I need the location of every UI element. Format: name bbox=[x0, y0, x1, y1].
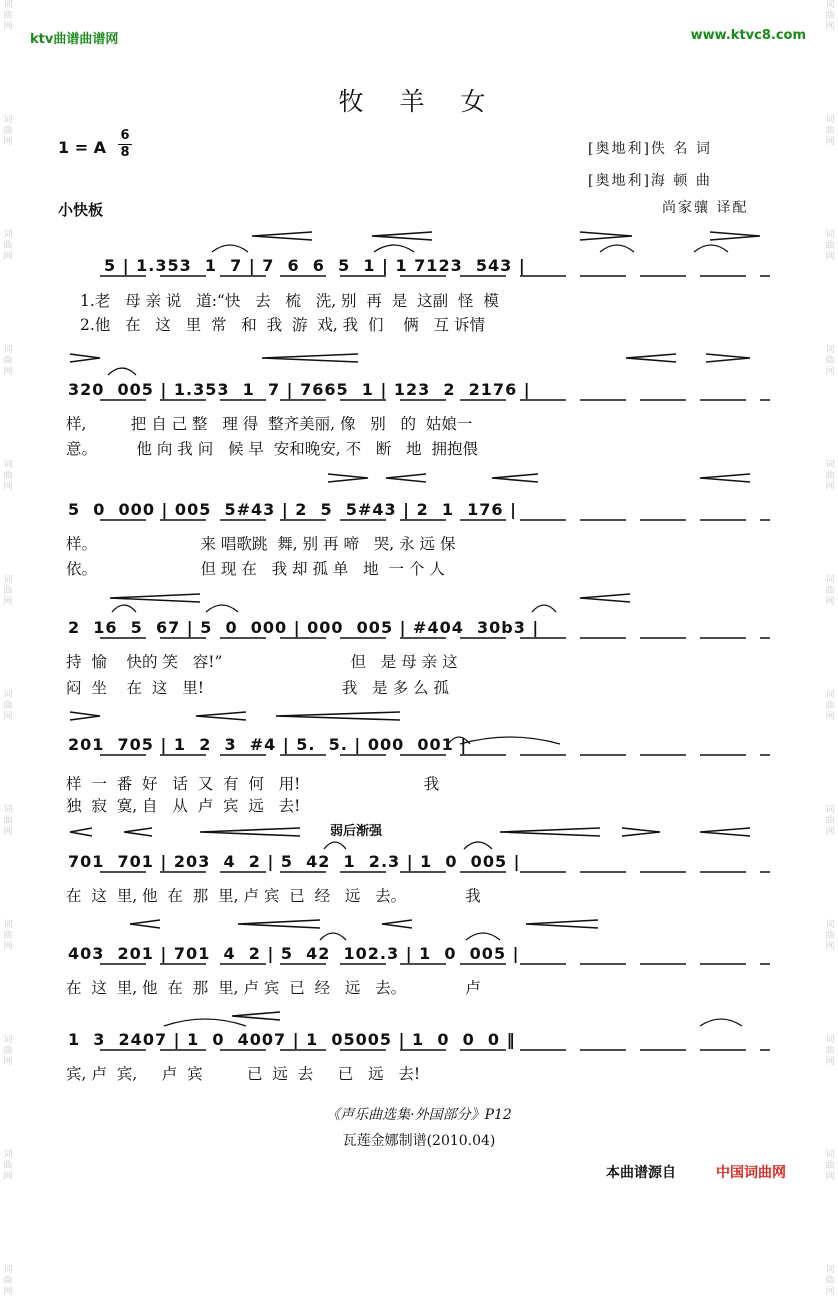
slur-5 bbox=[108, 368, 136, 375]
system-1-lyric-verse-2: 2.他 在 这 里 常 和 我 游 戏, 我 们 俩 互 诉情 bbox=[80, 316, 485, 334]
watermark-text: 词 曲 网 bbox=[3, 230, 13, 262]
watermark-text: 词 曲 网 bbox=[3, 575, 13, 607]
hairpin-10 bbox=[386, 474, 426, 482]
slur-8 bbox=[112, 605, 136, 612]
slur-3 bbox=[600, 245, 634, 252]
slur-1 bbox=[212, 245, 248, 252]
hairpin-1 bbox=[252, 232, 312, 240]
hairpin-20 bbox=[200, 828, 300, 836]
dynamic-marking: 弱后渐强 bbox=[330, 824, 383, 839]
song-title: 牧 羊 女 bbox=[338, 87, 500, 116]
system-7-notes: 403 201 | 701 4 2 | 5 42 102.3 | 1 0 005 | bbox=[68, 944, 520, 963]
hairpin-16 bbox=[196, 712, 246, 720]
slur-10 bbox=[532, 605, 556, 612]
origin-label: 本曲谱源自 bbox=[606, 1165, 676, 1181]
site-url-right[interactable]: www.ktvc8.com bbox=[690, 28, 806, 43]
site-logo-left[interactable]: ktv曲谱曲谱网 bbox=[30, 32, 119, 47]
tempo-marking: 小快板 bbox=[58, 201, 104, 219]
watermark-text: 词 曲 网 bbox=[3, 1035, 13, 1067]
hairpin-15 bbox=[70, 712, 100, 720]
hairpin-26 bbox=[382, 920, 412, 928]
system-5-lyric-verse-2: 独 寂 寞, 自 从 卢 宾 远 去! bbox=[66, 797, 301, 815]
watermark-text: 词 曲 网 bbox=[825, 460, 835, 492]
source-citation: 《声乐曲选集·外国部分》P12 bbox=[326, 1107, 512, 1123]
hairpin-3 bbox=[580, 232, 632, 240]
composer-credit: [奥地利]海 顿 曲 bbox=[588, 173, 712, 189]
watermark-text: 词 曲 网 bbox=[3, 1150, 13, 1182]
watermark-text: 词 曲 网 bbox=[825, 345, 835, 377]
hairpin-27 bbox=[526, 920, 598, 928]
hairpin-8 bbox=[706, 354, 750, 362]
hairpin-9 bbox=[328, 474, 368, 482]
hairpin-18 bbox=[70, 828, 92, 836]
watermark-text: 词 曲 网 bbox=[3, 115, 13, 147]
system-5-lyric-verse-1: 样 一 番 好 话 又 有 何 用! 我 bbox=[66, 775, 440, 793]
system-2-notes: 320 005 | 1.353 1 7 | 7665 1 | 123 2 2176 | bbox=[68, 380, 531, 399]
system-3-lyric-verse-2: 依。 但 现 在 我 却 孤 单 地 一 个 人 bbox=[66, 560, 445, 578]
watermark-text: 词 曲 网 bbox=[825, 1150, 835, 1182]
hairpin-11 bbox=[492, 474, 538, 482]
watermark-text: 词 曲 网 bbox=[825, 1265, 835, 1297]
system-8-notes: 1 3 2407 | 1 0 4007 | 1 05005 | 1 0 0 0 ‖ bbox=[68, 1030, 516, 1049]
hairpin-6 bbox=[262, 354, 358, 362]
hairpin-2 bbox=[372, 232, 432, 240]
system-6-lyric: 在 这 里, 他 在 那 里, 卢 宾 已 经 远 去。 我 bbox=[66, 887, 481, 905]
watermark-text: 词 曲 网 bbox=[3, 345, 13, 377]
system-4-lyric-verse-1: 持 愉 快的 笑 容!” 但 是 母 亲 这 bbox=[66, 653, 458, 671]
slur-15 bbox=[164, 1019, 246, 1026]
slur-2 bbox=[374, 245, 414, 252]
hairpin-4 bbox=[710, 232, 760, 240]
time-signature-top: 6 bbox=[120, 128, 130, 143]
system-7-lyric: 在 这 里, 他 在 那 里, 卢 宾 已 经 远 去。 卢 bbox=[66, 979, 481, 997]
slur-16 bbox=[700, 1019, 742, 1026]
watermark-text: 词 曲 网 bbox=[825, 0, 835, 32]
watermark-text: 词 曲 网 bbox=[825, 805, 835, 837]
slur-11 bbox=[324, 842, 346, 849]
system-1-notes: 5 | 1.353 1 7 | 7 6 6 5 1 | 1 7123 543 | bbox=[104, 256, 526, 275]
watermark-text: 词 曲 网 bbox=[3, 690, 13, 722]
system-4-lyric-verse-2: 闷 坐 在 这 里! 我 是 多 么 孤 bbox=[66, 679, 449, 697]
watermark-text: 词 曲 网 bbox=[3, 805, 13, 837]
watermark-text: 词 曲 网 bbox=[825, 920, 835, 952]
slur-9 bbox=[206, 605, 238, 612]
hairpin-12 bbox=[700, 474, 750, 482]
system-3-lyric-verse-1: 样。 来 唱歌跳 舞, 别 再 啼 哭, 永 远 保 bbox=[66, 535, 456, 553]
system-3-notes: 5 0 000 | 005 5#43 | 2 5 5#43 | 2 1 176 | bbox=[68, 500, 517, 519]
slur-12 bbox=[464, 842, 492, 849]
watermark-text: 词 曲 网 bbox=[825, 690, 835, 722]
hairpin-21 bbox=[500, 828, 600, 836]
hairpin-22 bbox=[622, 828, 660, 836]
system-5-notes: 201 705 | 1 2 3 #4 | 5. 5. | 000 001 | bbox=[68, 735, 468, 754]
origin-site-link[interactable]: 中国词曲网 bbox=[716, 1165, 786, 1181]
watermark-text: 词 曲 网 bbox=[825, 575, 835, 607]
system-2-lyric-verse-1: 样, 把 自 己 整 理 得 整齐美丽, 像 别 的 姑娘一 bbox=[66, 415, 473, 433]
system-2-lyric-verse-2: 意。 他 向 我 问 候 早 安和晚安, 不 断 地 拥抱偎 bbox=[66, 440, 479, 458]
slur-14 bbox=[466, 933, 500, 940]
slur-13 bbox=[320, 933, 346, 940]
hairpin-28 bbox=[232, 1012, 280, 1020]
system-4-notes: 2 16 5 67 | 5 0 000 | 000 005 | #404 30b3 | bbox=[68, 618, 540, 637]
hairpin-25 bbox=[238, 920, 320, 928]
translator-credit: 尚家骧 译配 bbox=[662, 200, 749, 216]
hairpin-7 bbox=[626, 354, 676, 362]
key-signature: 1 = A bbox=[58, 138, 107, 157]
watermark-text: 词 曲 网 bbox=[3, 920, 13, 952]
slur-7 bbox=[460, 737, 560, 744]
lyricist-credit: [奥地利]佚 名 词 bbox=[588, 141, 712, 157]
hairpin-5 bbox=[70, 354, 100, 362]
hairpin-24 bbox=[130, 920, 160, 928]
system-1-lyric-verse-1: 1.老 母 亲 说 道:“快 去 梳 洗, 别 再 是 这副 怪 模 bbox=[80, 292, 499, 310]
hairpin-17 bbox=[276, 712, 400, 720]
watermark-text: 词 曲 网 bbox=[3, 460, 13, 492]
watermark-text: 词 曲 网 bbox=[3, 0, 13, 32]
time-signature-bottom: 8 bbox=[120, 145, 130, 160]
slur-4 bbox=[694, 245, 728, 252]
hairpin-19 bbox=[124, 828, 152, 836]
score-maker-note: 瓦莲金娜制谱(2010.04) bbox=[342, 1133, 496, 1149]
watermark-text: 词 曲 网 bbox=[825, 115, 835, 147]
system-6-notes: 701 701 | 203 4 2 | 5 42 1 2.3 | 1 0 005 | bbox=[68, 852, 521, 871]
watermark-text: 词 曲 网 bbox=[825, 230, 835, 262]
watermark-text: 词 曲 网 bbox=[3, 1265, 13, 1297]
hairpin-23 bbox=[700, 828, 750, 836]
hairpin-14 bbox=[580, 594, 630, 602]
system-8-lyric: 宾, 卢 宾, 卢 宾 已 远 去 已 远 去! bbox=[66, 1065, 421, 1083]
watermark-text: 词 曲 网 bbox=[825, 1035, 835, 1067]
hairpin-13 bbox=[110, 594, 200, 602]
